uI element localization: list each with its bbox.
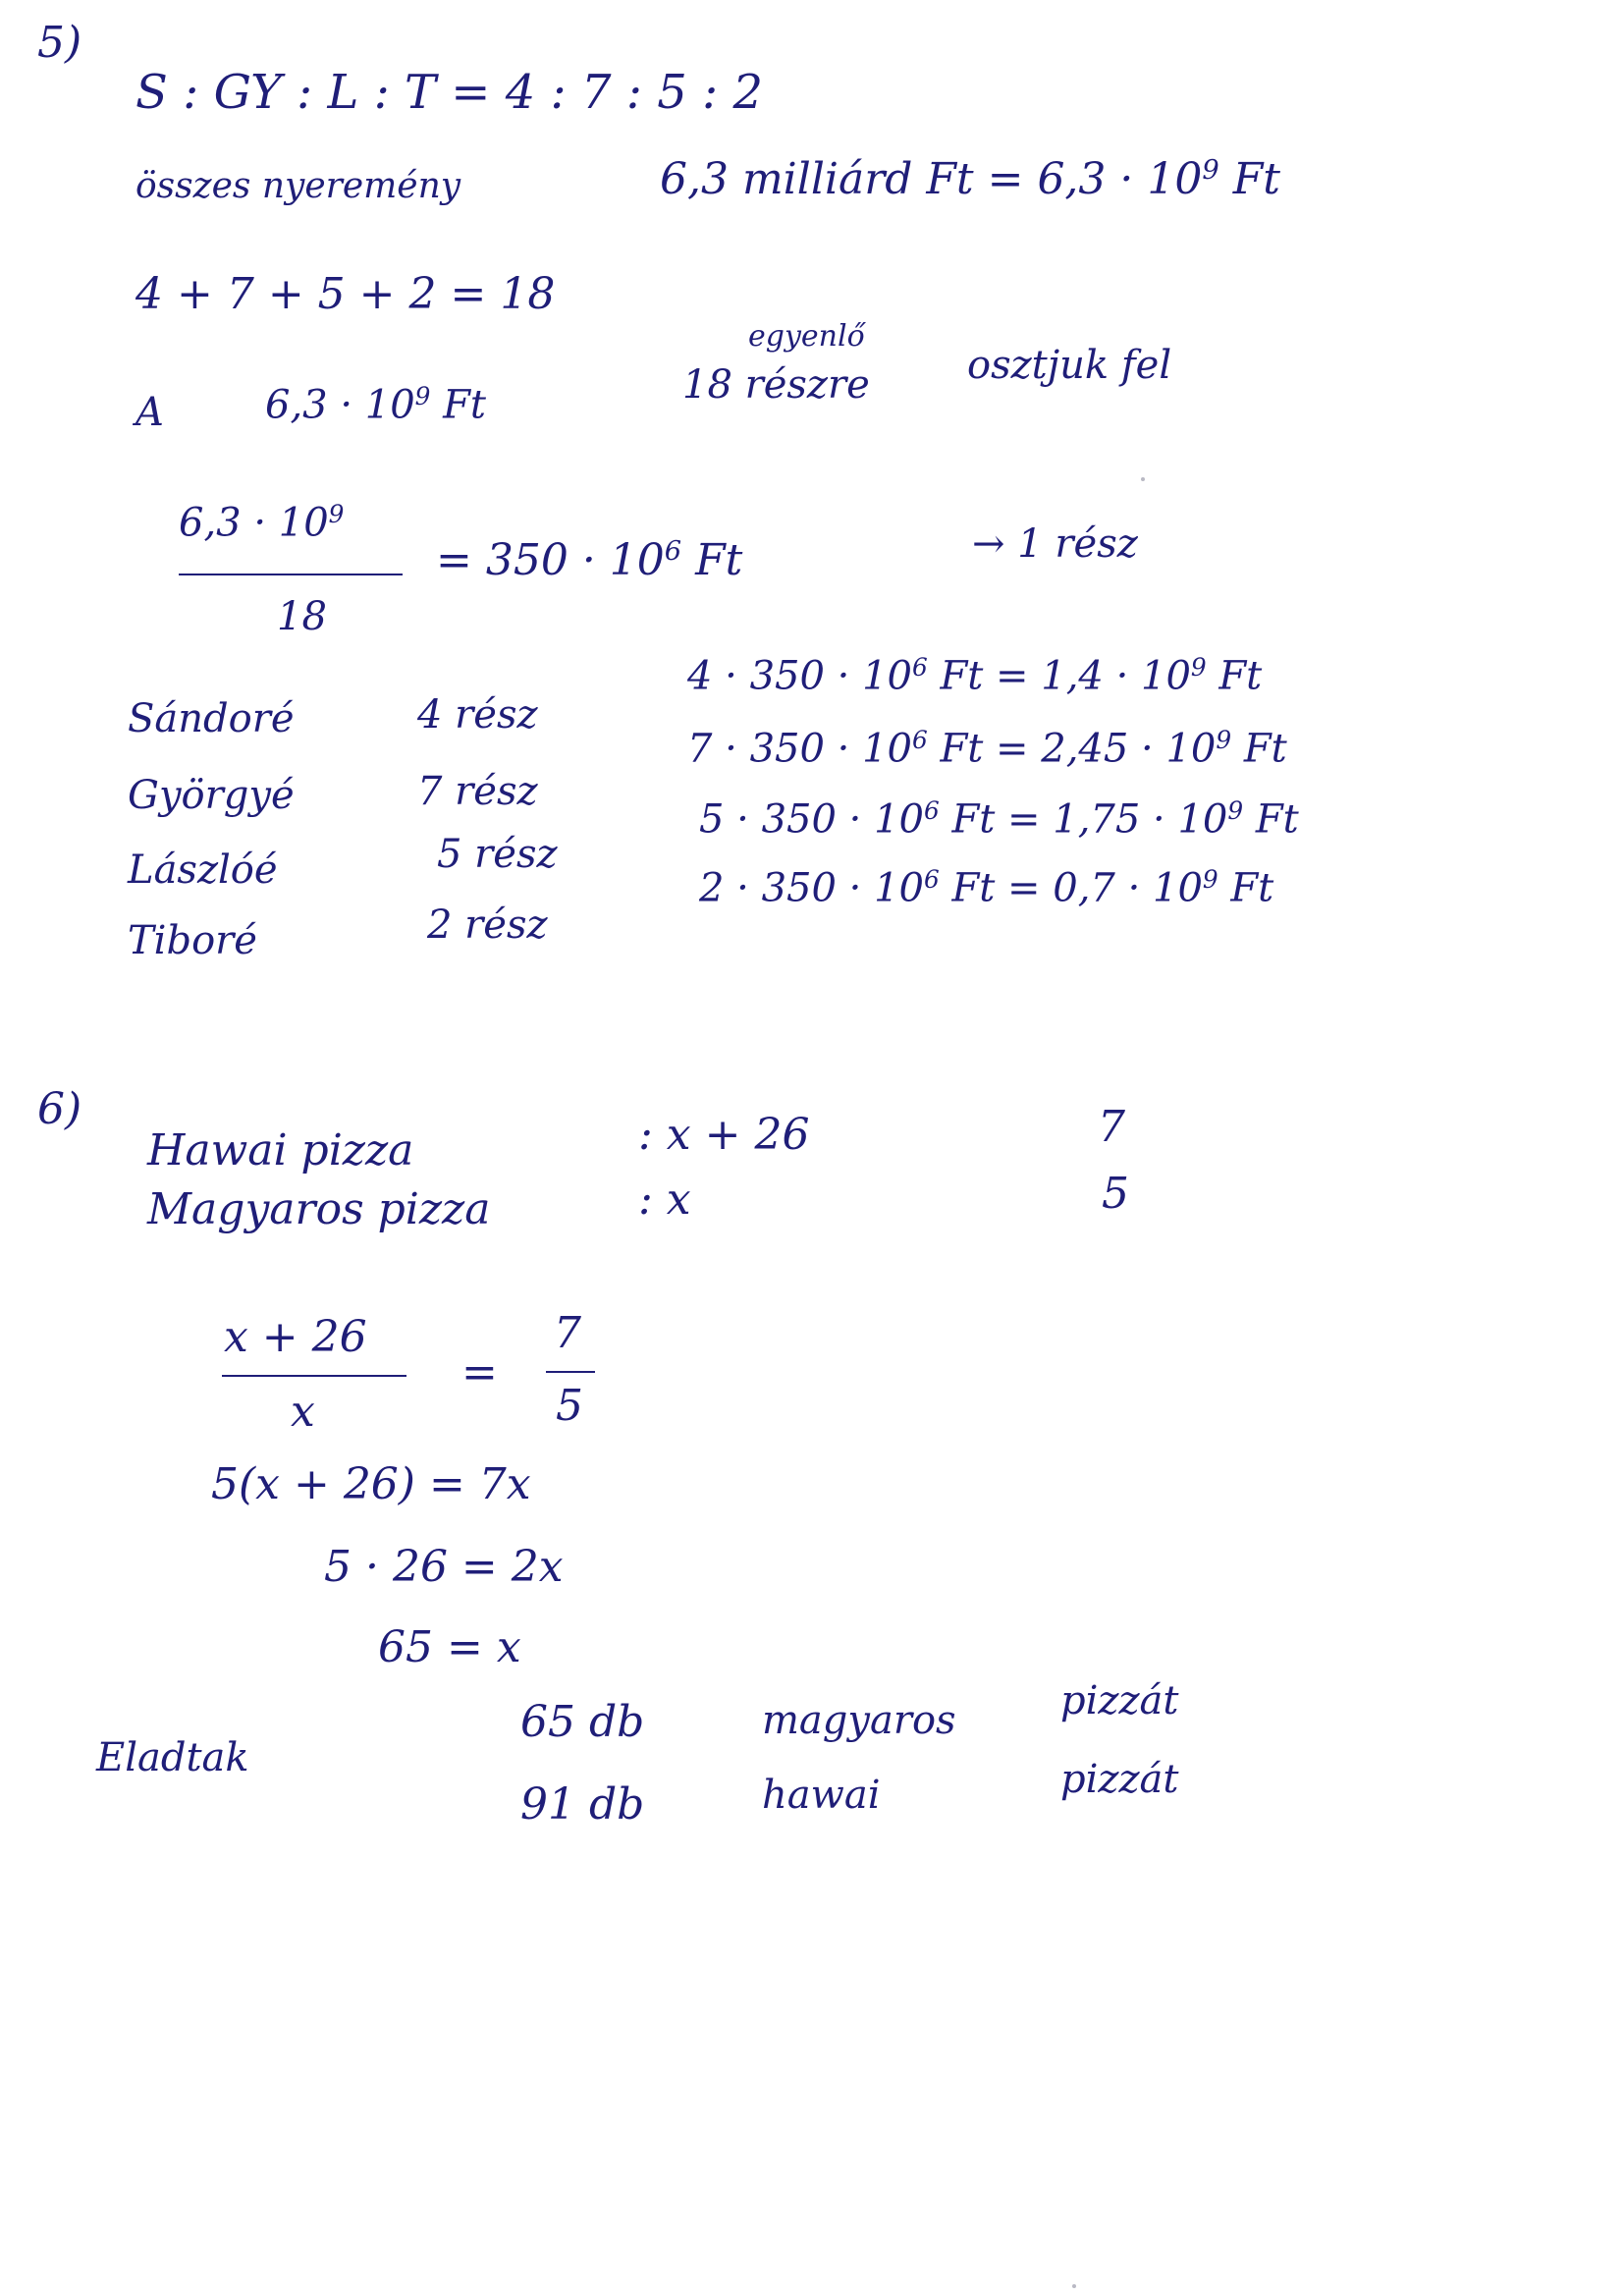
sold-hawai-count: 91 db [520, 1779, 645, 1830]
fraction-left-bar [222, 1375, 406, 1377]
row-hawai-name: Hawai pizza [147, 1125, 414, 1175]
share-name: Sándoré [128, 696, 295, 741]
fraction-left-numerator: x + 26 [224, 1312, 367, 1362]
share-calc: $5 \cdot 350 \cdot 10^6$ $Ft = 1,75 \cdot 10^9$ Ft [699, 796, 1299, 843]
sold-label: Eladtak [96, 1735, 249, 1780]
paper-speck [1072, 2284, 1076, 2288]
row-magyaros-ratio: 5 [1102, 1169, 1129, 1219]
row-hawai-expr: : x + 26 [638, 1110, 810, 1160]
share-name: Lászlóé [128, 847, 278, 893]
share-name: Tiboré [128, 918, 257, 963]
equation-step-1: 5(x + 26) = 7x [211, 1459, 531, 1509]
divide-verb: osztjuk fel [967, 343, 1172, 388]
sold-magyaros-type: magyaros [762, 1698, 956, 1743]
total-label: összes nyeremény [135, 166, 461, 206]
share-parts: 4 rész [417, 692, 538, 738]
fraction-right-denominator: 5 [556, 1381, 583, 1431]
divide-a: A [135, 390, 164, 435]
fraction-left-denominator: x [291, 1387, 315, 1437]
row-magyaros-name: Magyaros pizza [147, 1184, 491, 1234]
divide-parts: 18 részre [682, 362, 870, 408]
equation-step-2: 5 · 26 = 2x [324, 1542, 564, 1592]
problem-number: 6) [37, 1084, 82, 1134]
share-calc: $7 \cdot 350 \cdot 10^6$ $Ft = 2,45 \cdot 10^9$ Ft [687, 726, 1287, 772]
divide-amount: $6,3 \cdot 10^9$ Ft [265, 382, 486, 428]
one-part-label: → 1 rész [972, 521, 1138, 567]
fraction-right-bar [546, 1371, 595, 1373]
fraction-equals: = [461, 1347, 498, 1397]
paper-speck [1141, 477, 1145, 481]
sum-line: 4 + 7 + 5 + 2 = 18 [135, 269, 556, 319]
fraction-right-numerator: 7 [554, 1308, 581, 1358]
sold-hawai-type: hawai [762, 1773, 881, 1818]
share-name: Györgyé [128, 773, 295, 818]
total-value: 6,3 milliárd $Ft = 6,3 \cdot 10^9$ Ft [660, 154, 1280, 204]
share-parts: 2 rész [427, 902, 548, 948]
row-magyaros-expr: : x [638, 1175, 691, 1225]
row-hawai-ratio: 7 [1098, 1102, 1125, 1152]
ratio-line: S : GY : L : T = 4 : 7 : 5 : 2 [135, 65, 763, 120]
divide-equal: egyenlő [748, 319, 865, 354]
equation-step-3: 65 = x [378, 1622, 521, 1672]
sold-magyaros-word: pizzát [1060, 1678, 1179, 1723]
sold-hawai-word: pizzát [1060, 1757, 1179, 1802]
fraction-bar [179, 574, 403, 575]
share-calc: $2 \cdot 350 \cdot 10^6$ $Ft = 0,7 \cdot 10^9$ Ft [699, 865, 1274, 911]
fraction-numerator: $6,3 \cdot 10^9$ [179, 500, 345, 546]
share-parts: 5 rész [437, 832, 558, 877]
fraction-result: = $350 \cdot 10^6$ Ft [436, 535, 743, 585]
share-calc: $4 \cdot 350 \cdot 10^6$ $Ft = 1,4 \cdot 10^9$ Ft [687, 653, 1263, 699]
share-parts: 7 rész [417, 769, 538, 814]
sold-magyaros-count: 65 db [520, 1697, 645, 1747]
fraction-denominator: 18 [277, 594, 327, 639]
problem-number: 5) [37, 18, 82, 68]
